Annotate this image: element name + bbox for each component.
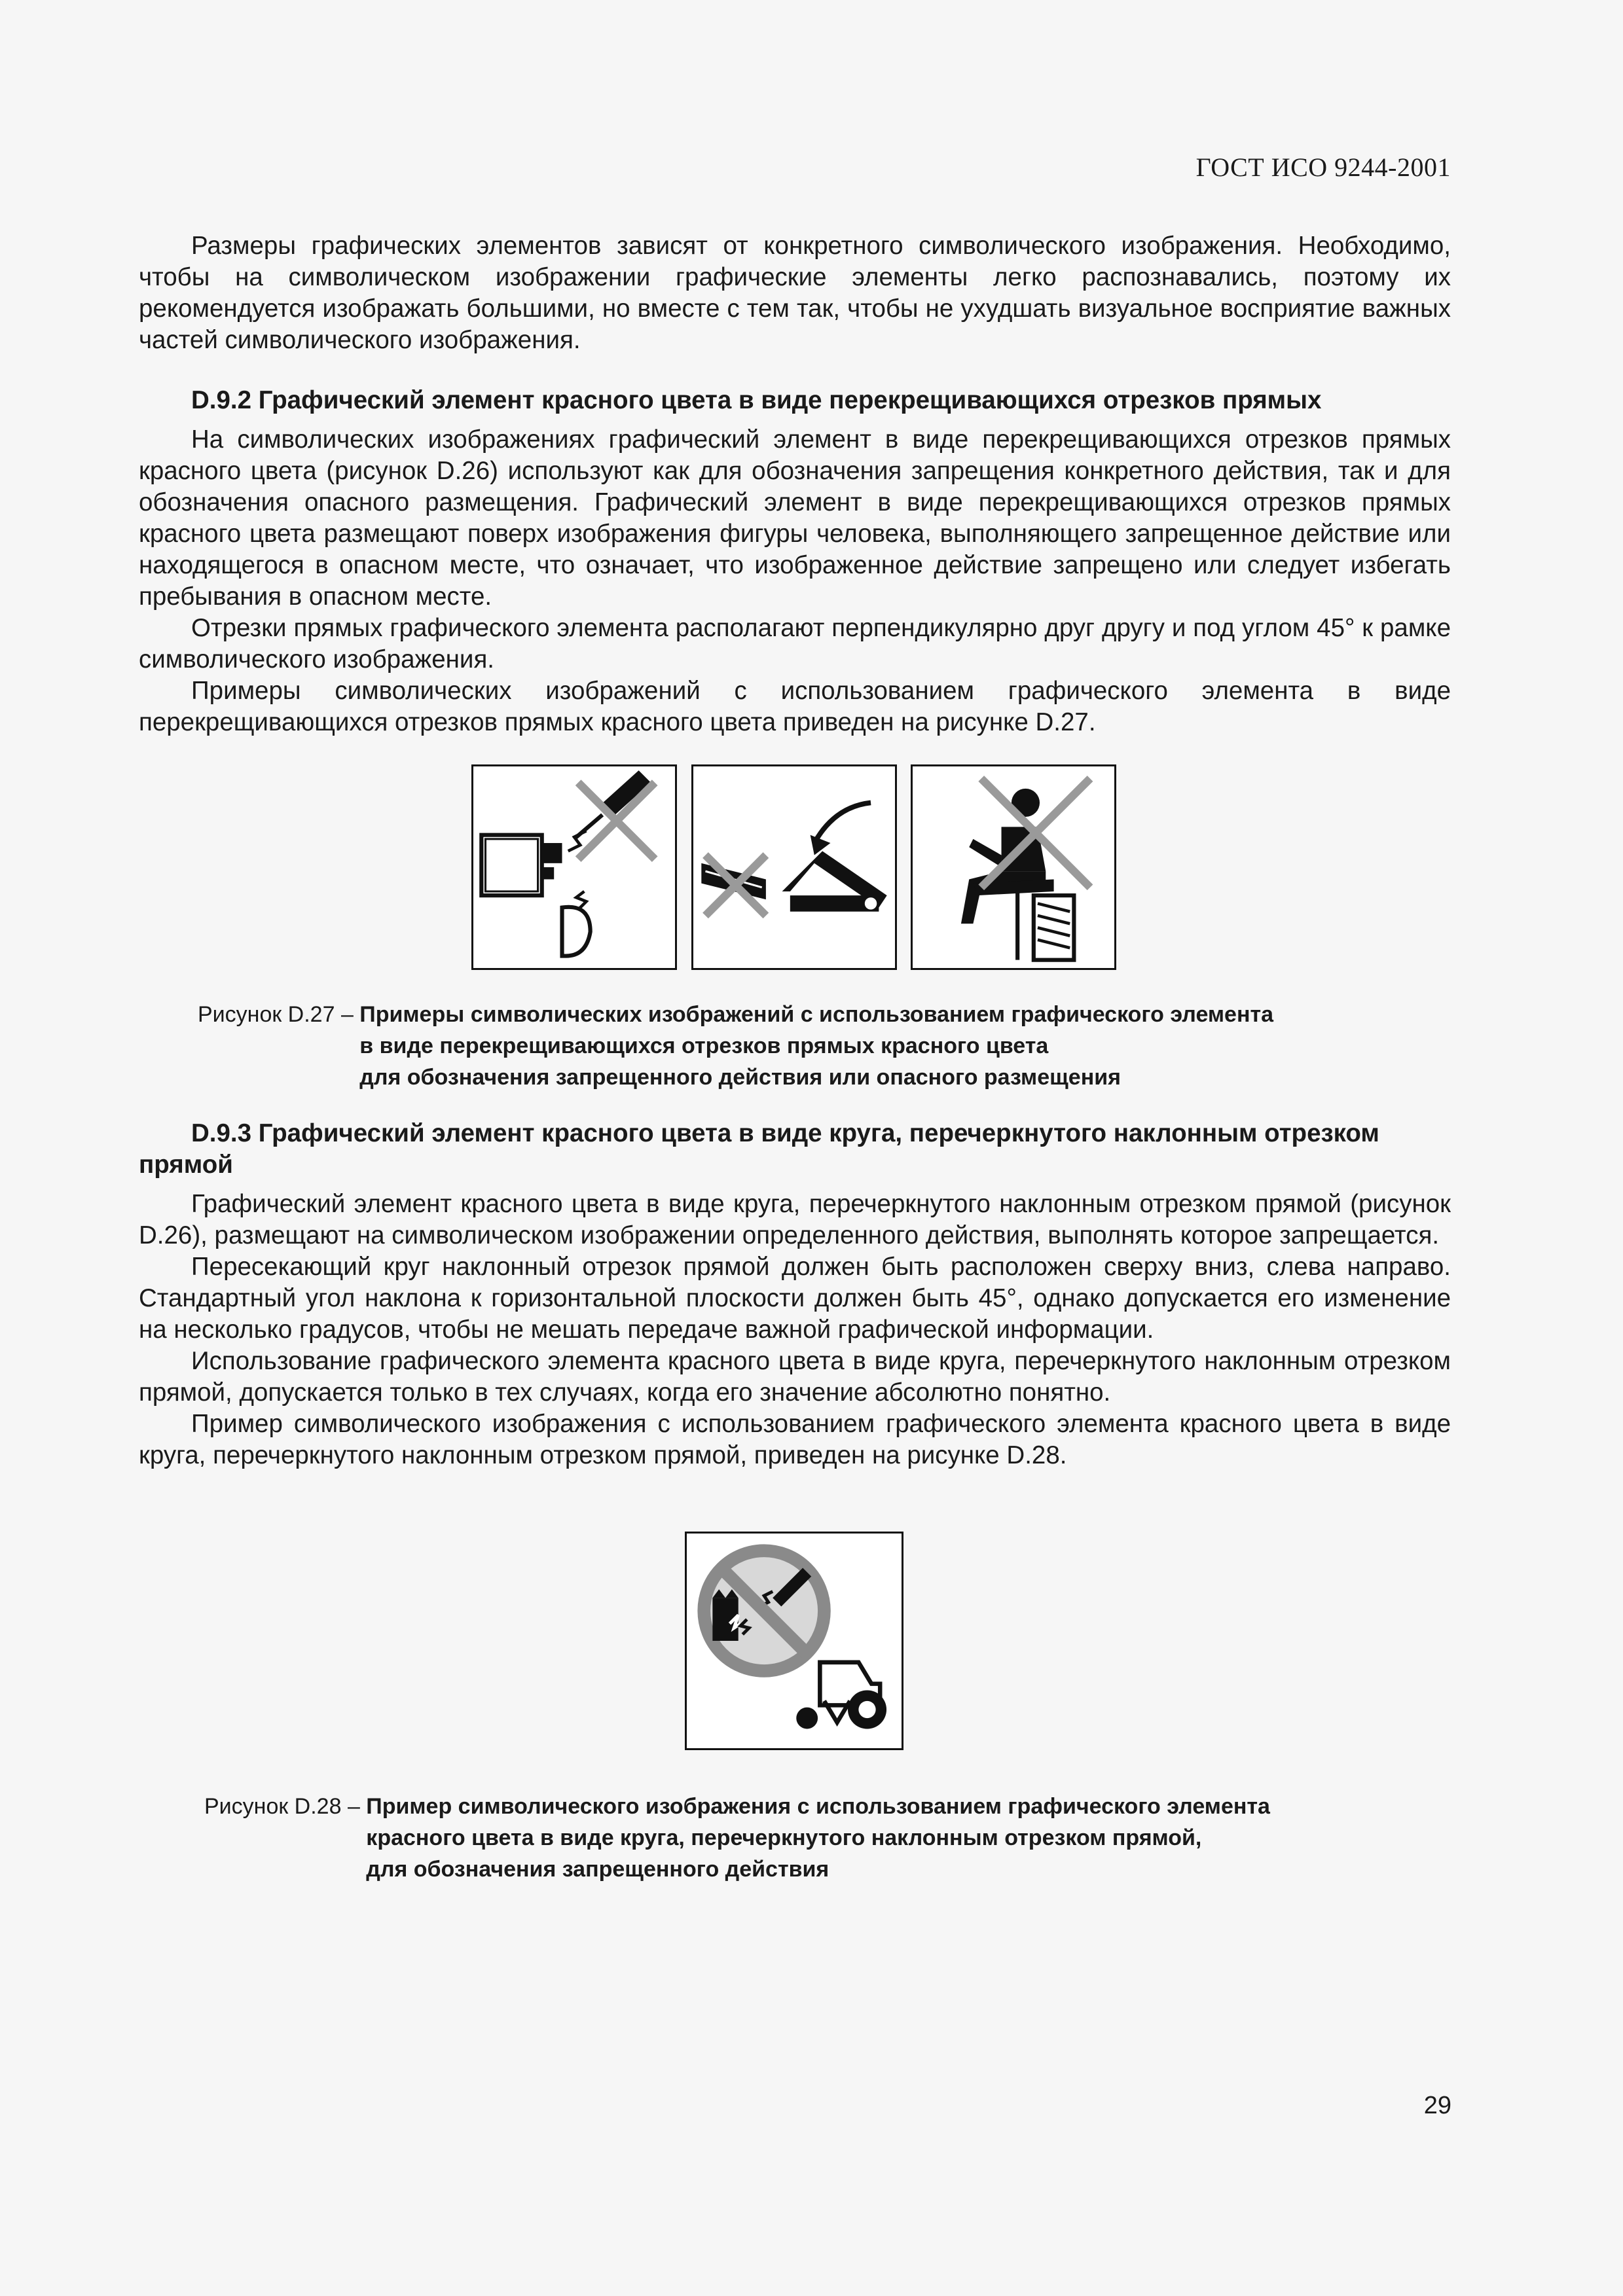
figure-d28-title-line-1: Пример символического изображения с использованием графического элемента bbox=[366, 1794, 1270, 1819]
intro-paragraph: Размеры графических элементов зависят от конкретного символического изображения. Необходимо, чтобы на символическом изображении графические элементы легко распознавались, поэтому их рекомендуется изображать большими, но вместе с тем так, чтобы не ухудшать визуальное восприятие важных частей символического изображения. bbox=[139, 232, 1451, 354]
section-d92 bbox=[139, 385, 1451, 738]
figure-d28-title-line-2: красного цвета в виде круга, перечеркнутого наклонным отрезком прямой, bbox=[366, 1825, 1202, 1850]
figure-d28 bbox=[685, 1532, 903, 1750]
section-d92-paragraph-1: На символических изображениях графический элемент в виде перекрещивающихся отрезков прямых красного цвета (рисунок D.26) используют как для обозначения запрещения конкретного действия, так и для обозначения опасного размещения. Графический элемент в виде перекрещивающихся отрезков прямых красного цвета размещают поверх изображения фигуры человека, выполняющего запрещенное действие или находящегося в опасном месте, что означает, что изображенное действие запрещено или следует избегать пребывания в опасном месте. bbox=[139, 425, 1451, 611]
hand-crush-crossed-icon bbox=[693, 766, 895, 968]
figure-d28-label: Рисунок D.28 – bbox=[204, 1794, 367, 1819]
section-d93-paragraph-4: Пример символического изображения с использованием графического элемента красного цвета в виде круга, перечеркнутого наклонным отрезком прямой, приведен на рисунке D.28. bbox=[139, 1410, 1451, 1469]
figure-d27-title-line-2: в виде перекрещивающихся отрезков прямых красного цвета bbox=[359, 1033, 1049, 1058]
section-d93-paragraph-3: Использование графического элемента красного цвета в виде круга, перечеркнутого наклонным отрезком прямой, допускается только в тех случаях, когда его значение абсолютно понятно. bbox=[139, 1347, 1451, 1407]
electrical-hazard-crossed-icon bbox=[473, 766, 675, 968]
intro-block bbox=[139, 230, 1451, 356]
figure-d27-caption bbox=[198, 999, 1273, 1093]
prohibition-circle-electrical-icon bbox=[687, 1534, 902, 1748]
section-d93-paragraph-2: Пересекающий круг наклонный отрезок прямой должен быть расположен сверху вниз, слева направо. Стандартный угол наклона к горизонтальной плоскости должен быть 45°, однако допускается его изменение на несколько градусов, чтобы не мешать передаче важной графической информации. bbox=[139, 1253, 1451, 1344]
figure-d27-panel-electrical bbox=[471, 764, 677, 970]
figure-d27-title-line-3: для обозначения запрещенного действия или опасного размещения bbox=[359, 1065, 1121, 1090]
section-d92-heading: D.9.2 Графический элемент красного цвета в виде перекрещивающихся отрезков прямых bbox=[191, 386, 1322, 414]
figure-d27-panel-seat bbox=[911, 764, 1116, 970]
figure-d27-panel-crushing bbox=[691, 764, 897, 970]
section-d92-paragraph-3: Примеры символических изображений с использованием графического элемента в виде перекрещивающихся отрезков прямых красного цвета приведен на рисунке D.27. bbox=[139, 677, 1451, 736]
section-d93-paragraph-1: Графический элемент красного цвета в виде круга, перечеркнутого наклонным отрезком прямой (рисунок D.26), размещают на символическом изображении определенного действия, выполнять которое запрещается. bbox=[139, 1190, 1451, 1249]
section-d92-paragraph-2: Отрезки прямых графического элемента располагают перпендикулярно друг другу и под углом 45° к рамке символического изображения. bbox=[139, 614, 1451, 673]
figure-d27-label: Рисунок D.27 – bbox=[198, 1002, 360, 1027]
section-d93-heading-line-1: D.9.3 Графический элемент красного цвета в виде круга, перечеркнутого наклонным отрезком bbox=[191, 1119, 1379, 1147]
figure-d28-title-line-3: для обозначения запрещенного действия bbox=[366, 1857, 830, 1882]
document-code-header: ГОСТ ИСО 9244-2001 bbox=[1195, 152, 1451, 182]
figure-d28-caption bbox=[204, 1791, 1270, 1885]
section-d93-heading-line-2: прямой bbox=[139, 1151, 233, 1179]
person-on-mudguard-crossed-icon bbox=[913, 766, 1114, 968]
figure-d27 bbox=[471, 764, 1116, 974]
section-d93 bbox=[139, 1118, 1451, 1471]
figure-d27-title-line-1: Примеры символических изображений с использованием графического элемента bbox=[359, 1002, 1274, 1027]
page-number: 29 bbox=[1423, 2092, 1451, 2119]
